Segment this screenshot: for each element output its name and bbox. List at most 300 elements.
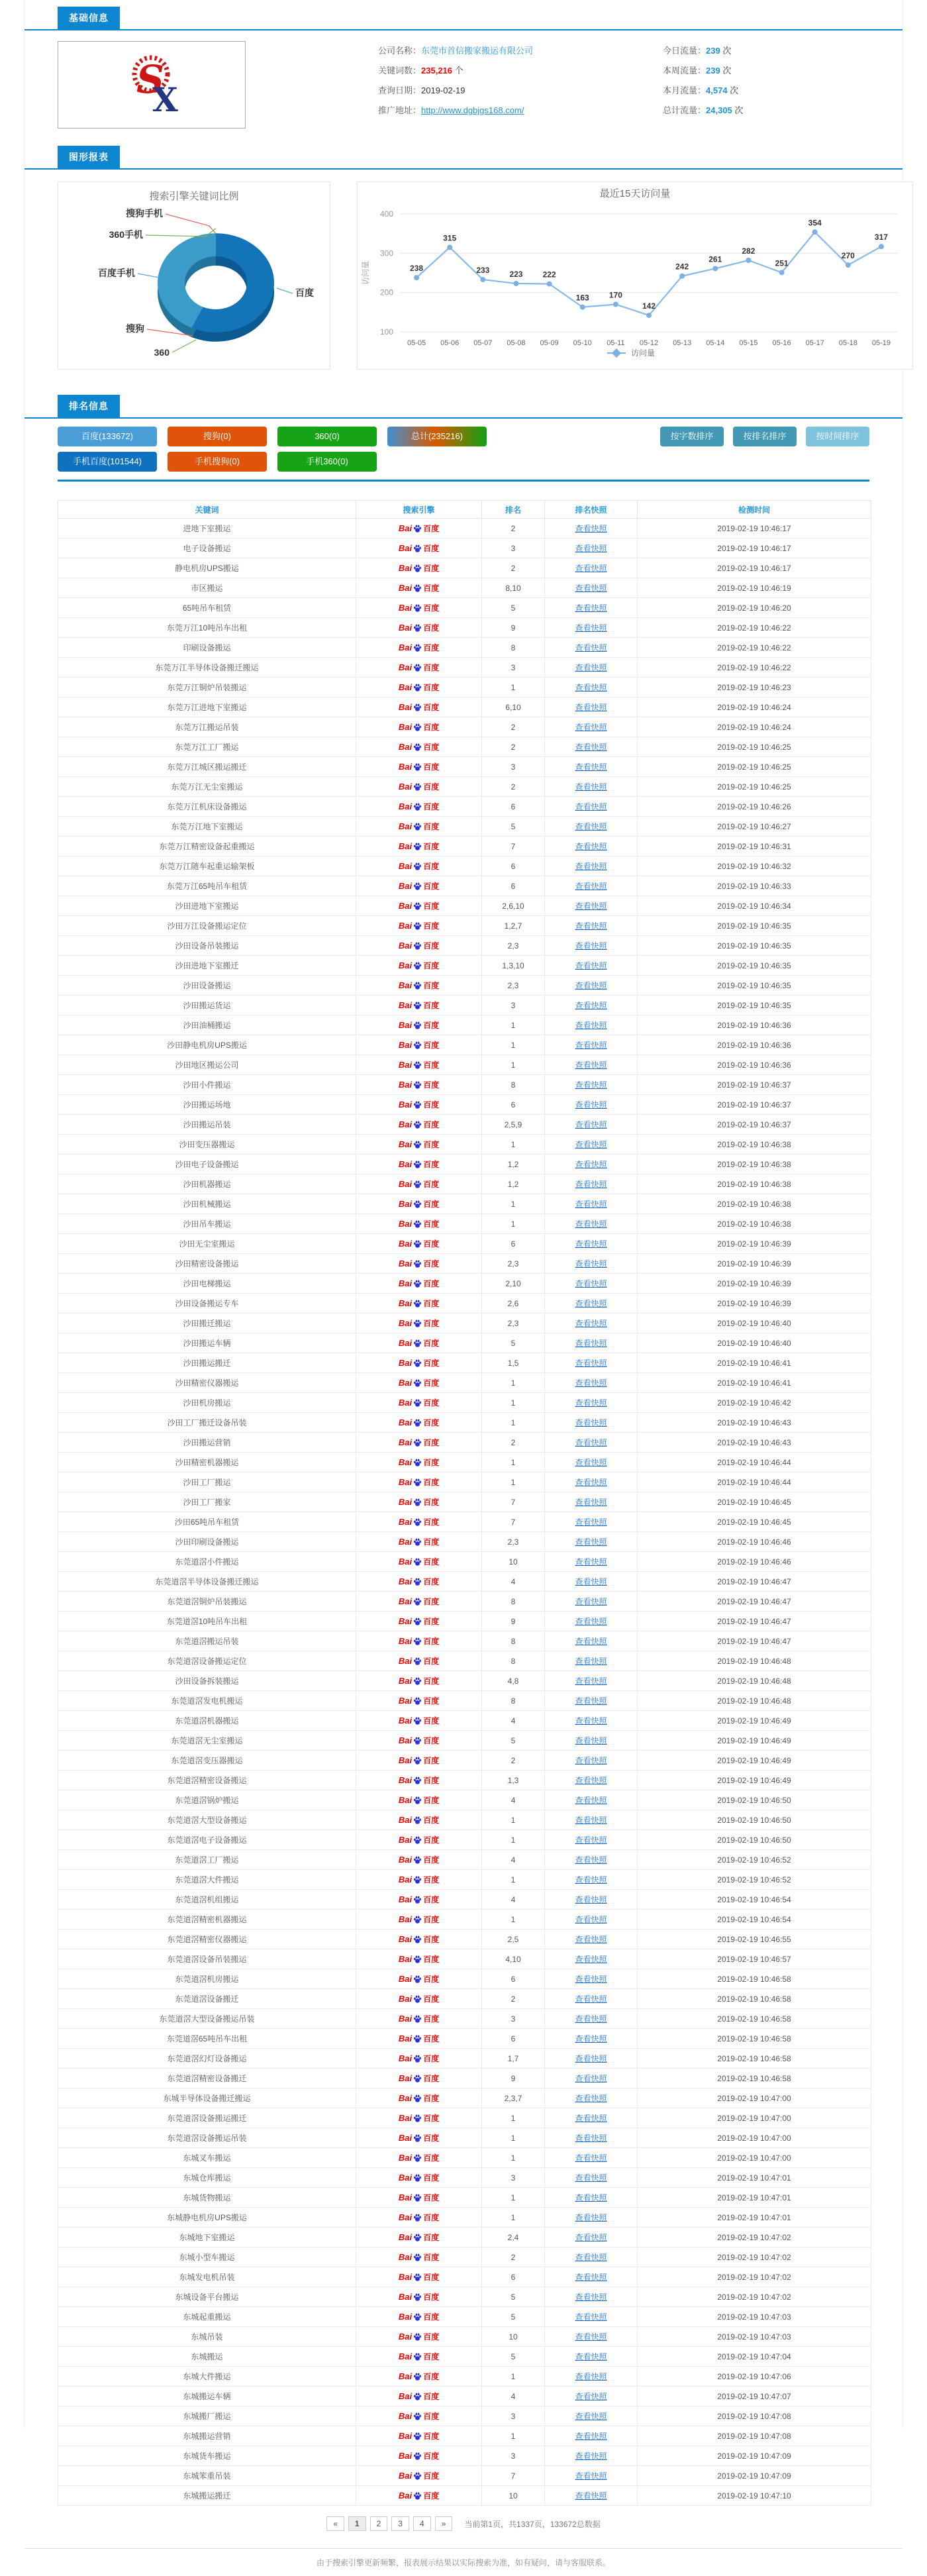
svg-text:搜狗: 搜狗 (126, 323, 144, 334)
snapshot-cell (545, 1492, 638, 1512)
keyword-cell: 东城起重搬运 (58, 2307, 356, 2327)
table-row (58, 1075, 871, 1095)
table-row (58, 2188, 871, 2208)
view-snapshot-link[interactable]: 查看快照 (575, 2352, 607, 2361)
table-row (58, 837, 871, 856)
view-snapshot-link[interactable]: 查看快照 (575, 1696, 607, 1706)
engine-cell (356, 936, 482, 956)
filter-button-0[interactable]: 百度(133672) (58, 427, 157, 446)
sort-button-0[interactable]: 按字数排序 (660, 427, 724, 446)
baidu-logo-icon: Bai 百度 (398, 543, 440, 553)
view-snapshot-link[interactable]: 查看快照 (575, 2094, 607, 2103)
view-snapshot-link[interactable]: 查看快照 (575, 882, 607, 891)
view-snapshot-link[interactable]: 查看快照 (575, 1060, 607, 1070)
view-snapshot-link[interactable]: 查看快照 (575, 1359, 607, 1368)
table-row (58, 1155, 871, 1174)
table-row (58, 1969, 871, 1989)
snapshot-cell (545, 1413, 638, 1433)
keyword-cell: 东城叉车搬运 (58, 2148, 356, 2168)
view-snapshot-link[interactable]: 查看快照 (575, 2233, 607, 2242)
check-time-cell: 2019-02-19 10:46:36 (638, 1055, 871, 1075)
view-snapshot-link[interactable]: 查看快照 (575, 1041, 607, 1050)
engine-cell (356, 1035, 482, 1055)
table-row (58, 2088, 871, 2108)
keyword-cell: 东莞万江10吨吊车出租 (58, 618, 356, 638)
view-snapshot-link[interactable]: 查看快照 (575, 2293, 607, 2302)
keyword-cell: 东莞万江地下室搬运 (58, 817, 356, 837)
baidu-paw-icon (413, 2214, 422, 2222)
check-time-cell: 2019-02-19 10:46:43 (638, 1433, 871, 1453)
view-snapshot-link[interactable]: 查看快照 (575, 1219, 607, 1229)
snapshot-cell (545, 2347, 638, 2367)
page-button-4[interactable]: 4 (413, 2516, 431, 2531)
snapshot-cell (545, 797, 638, 817)
rank-cell: 3 (482, 2406, 545, 2426)
view-snapshot-link[interactable]: 查看快照 (575, 802, 607, 811)
view-snapshot-link[interactable]: 查看快照 (575, 2471, 607, 2481)
baidu-logo-icon: Bai 百度 (398, 1417, 440, 1427)
view-snapshot-link[interactable]: 查看快照 (575, 1021, 607, 1030)
snapshot-cell (545, 1890, 638, 1910)
sort-button-1[interactable]: 按排名排序 (733, 427, 797, 446)
engine-cell (356, 539, 482, 558)
check-time-cell: 2019-02-19 10:46:23 (638, 678, 871, 697)
table-row (58, 2466, 871, 2486)
promotion-url-link[interactable]: http://www.dgbjgs168.com/ (421, 105, 524, 115)
engine-cell (356, 1890, 482, 1910)
check-time-cell: 2019-02-19 10:46:38 (638, 1174, 871, 1194)
view-snapshot-link[interactable]: 查看快照 (575, 1756, 607, 1765)
filter-button-mobile-2[interactable]: 手机360(0) (277, 452, 377, 472)
rank-cell: 2,3,7 (482, 2088, 545, 2108)
table-row (58, 1453, 871, 1472)
view-snapshot-link[interactable]: 查看快照 (575, 2451, 607, 2461)
snapshot-cell (545, 717, 638, 737)
svg-text:222: 222 (542, 270, 556, 280)
check-time-cell: 2019-02-19 10:47:00 (638, 2128, 871, 2148)
view-snapshot-link[interactable]: 查看快照 (575, 683, 607, 692)
table-row (58, 1512, 871, 1532)
rank-cell: 1,2 (482, 1155, 545, 1174)
rank-cell: 2 (482, 1751, 545, 1771)
page-button-«[interactable]: « (326, 2516, 344, 2531)
view-snapshot-link[interactable]: 查看快照 (575, 842, 607, 851)
snapshot-cell (545, 1651, 638, 1671)
view-snapshot-link[interactable]: 查看快照 (575, 584, 607, 593)
view-snapshot-link[interactable]: 查看快照 (575, 1577, 607, 1586)
view-snapshot-link[interactable]: 查看快照 (575, 1299, 607, 1308)
baidu-logo-icon: Bai 百度 (398, 1576, 440, 1586)
svg-text:05-16: 05-16 (772, 339, 791, 347)
engine-cell (356, 1353, 482, 1373)
view-snapshot-link[interactable]: 查看快照 (575, 862, 607, 871)
view-snapshot-link[interactable]: 查看快照 (575, 703, 607, 712)
view-snapshot-link[interactable]: 查看快照 (575, 1915, 607, 1924)
snapshot-cell (545, 598, 638, 618)
filter-button-2[interactable]: 360(0) (277, 427, 377, 446)
snapshot-cell (545, 678, 638, 697)
view-snapshot-link[interactable]: 查看快照 (575, 1835, 607, 1845)
view-snapshot-link[interactable]: 查看快照 (575, 1716, 607, 1726)
rank-cell: 2 (482, 777, 545, 797)
check-time-cell: 2019-02-19 10:47:02 (638, 2287, 871, 2307)
baidu-paw-icon (413, 624, 422, 633)
engine-cell (356, 697, 482, 717)
view-snapshot-link[interactable]: 查看快照 (575, 1259, 607, 1268)
rank-cell: 2,5 (482, 1930, 545, 1949)
view-snapshot-link[interactable]: 查看快照 (575, 822, 607, 831)
page-button-»[interactable]: » (435, 2516, 453, 2531)
engine-cell (356, 558, 482, 578)
view-snapshot-link[interactable]: 查看快照 (575, 921, 607, 931)
check-time-cell: 2019-02-19 10:46:39 (638, 1274, 871, 1294)
field-value: 4,574 (706, 85, 728, 95)
engine-cell (356, 2327, 482, 2347)
rank-cell: 5 (482, 2287, 545, 2307)
view-snapshot-link[interactable]: 查看快照 (575, 2114, 607, 2123)
view-snapshot-link[interactable]: 查看快照 (575, 1001, 607, 1010)
field-suffix: 次 (720, 46, 732, 56)
view-snapshot-link[interactable]: 查看快照 (575, 1160, 607, 1169)
view-snapshot-link[interactable]: 查看快照 (575, 2253, 607, 2262)
view-snapshot-link[interactable]: 查看快照 (575, 1676, 607, 1686)
check-time-cell: 2019-02-19 10:46:35 (638, 956, 871, 976)
snapshot-cell (545, 1035, 638, 1055)
view-snapshot-link[interactable]: 查看快照 (575, 743, 607, 752)
view-snapshot-link[interactable]: 查看快照 (575, 961, 607, 970)
view-snapshot-link[interactable]: 查看快照 (575, 1537, 607, 1547)
keyword-cell: 东城设备平台搬运 (58, 2287, 356, 2307)
view-snapshot-link[interactable]: 查看快照 (575, 2312, 607, 2322)
rank-cell: 1 (482, 1870, 545, 1890)
view-snapshot-link[interactable]: 查看快照 (575, 902, 607, 911)
view-snapshot-link[interactable]: 查看快照 (575, 1816, 607, 1825)
view-snapshot-link[interactable]: 查看快照 (575, 2491, 607, 2500)
baidu-logo-icon: Bai 百度 (398, 2351, 440, 2361)
svg-text:100: 100 (379, 327, 393, 336)
engine-cell (356, 1711, 482, 1731)
baidu-paw-icon (413, 604, 422, 613)
view-snapshot-link[interactable]: 查看快照 (575, 941, 607, 951)
rank-cell: 2,4 (482, 2228, 545, 2247)
table-row (58, 2486, 871, 2506)
engine-cell (356, 1214, 482, 1234)
baidu-logo-icon: Bai 百度 (398, 1696, 440, 1706)
baidu-paw-icon (413, 723, 422, 732)
keyword-cell: 东城发电机吊装 (58, 2267, 356, 2287)
check-time-cell: 2019-02-19 10:46:50 (638, 1810, 871, 1830)
keyword-cell: 沙田印刷设备搬运 (58, 1532, 356, 1552)
table-row (58, 1930, 871, 1949)
sort-button-2[interactable]: 按时间排序 (806, 427, 869, 446)
baidu-paw-icon (413, 2055, 422, 2063)
view-snapshot-link[interactable]: 查看快照 (575, 524, 607, 533)
engine-cell (356, 896, 482, 916)
view-snapshot-link[interactable]: 查看快照 (575, 1438, 607, 1447)
view-snapshot-link[interactable]: 查看快照 (575, 2392, 607, 2401)
view-snapshot-link[interactable]: 查看快照 (575, 564, 607, 573)
page-button-3[interactable]: 3 (391, 2516, 409, 2531)
keyword-cell: 沙田变压器搬运 (58, 1135, 356, 1155)
rank-cell: 5 (482, 1731, 545, 1751)
view-snapshot-link[interactable]: 查看快照 (575, 623, 607, 633)
engine-cell (356, 1949, 482, 1969)
info-field (663, 61, 869, 81)
view-snapshot-link[interactable]: 查看快照 (575, 1200, 607, 1209)
table-header-row (58, 501, 871, 519)
keyword-cell: 东莞万江随车起重运输架板 (58, 856, 356, 876)
keyword-cell: 沙田精密设备搬运 (58, 1254, 356, 1274)
rank-cell: 1 (482, 1135, 545, 1155)
view-snapshot-link[interactable]: 查看快照 (575, 981, 607, 990)
view-snapshot-link[interactable]: 查看快照 (575, 2074, 607, 2083)
check-time-cell: 2019-02-19 10:46:47 (638, 1612, 871, 1631)
filter-button-mobile-1[interactable]: 手机搜狗(0) (168, 452, 267, 472)
view-snapshot-link[interactable]: 查看快照 (575, 2134, 607, 2143)
keyword-cell: 沙田机械搬运 (58, 1194, 356, 1214)
view-snapshot-link[interactable]: 查看快照 (575, 1498, 607, 1507)
baidu-logo-icon: Bai 百度 (398, 1894, 440, 1904)
view-snapshot-link[interactable]: 查看快照 (575, 1279, 607, 1288)
engine-cell (356, 1055, 482, 1075)
engine-cell (356, 618, 482, 638)
svg-text:300: 300 (379, 248, 393, 258)
table-row (58, 1572, 871, 1592)
view-snapshot-link[interactable]: 查看快照 (575, 1875, 607, 1884)
table-row (58, 2049, 871, 2069)
engine-cell (356, 2406, 482, 2426)
keyword-cell: 沙田吊车搬运 (58, 1214, 356, 1234)
check-time-cell: 2019-02-19 10:46:25 (638, 777, 871, 797)
filter-button-1[interactable]: 搜狗(0) (168, 427, 267, 446)
view-snapshot-link[interactable]: 查看快照 (575, 1478, 607, 1487)
snapshot-cell (545, 2009, 638, 2029)
view-snapshot-link[interactable]: 查看快照 (575, 1339, 607, 1348)
keyword-cell: 沙田搬运营销 (58, 1433, 356, 1453)
rank-cell: 3 (482, 658, 545, 678)
view-snapshot-link[interactable]: 查看快照 (575, 2193, 607, 2202)
rank-cell: 1 (482, 2367, 545, 2387)
view-snapshot-link[interactable]: 查看快照 (575, 1180, 607, 1189)
check-time-cell: 2019-02-19 10:46:27 (638, 817, 871, 837)
engine-cell (356, 2108, 482, 2128)
ranking-table (58, 500, 871, 2506)
field-suffix: 个 (452, 66, 464, 76)
view-snapshot-link[interactable]: 查看快照 (575, 1120, 607, 1129)
view-snapshot-link[interactable]: 查看快照 (575, 1239, 607, 1249)
view-snapshot-link[interactable]: 查看快照 (575, 1458, 607, 1467)
blue-divider (58, 480, 869, 482)
view-snapshot-link[interactable]: 查看快照 (575, 1796, 607, 1805)
view-snapshot-link[interactable]: 查看快照 (575, 723, 607, 732)
view-snapshot-link[interactable]: 查看快照 (575, 1855, 607, 1865)
snapshot-cell (545, 1612, 638, 1631)
baidu-paw-icon (413, 2353, 422, 2361)
view-snapshot-link[interactable]: 查看快照 (575, 2034, 607, 2043)
view-snapshot-link[interactable]: 查看快照 (575, 2273, 607, 2282)
baidu-logo-icon: Bai 百度 (398, 1437, 440, 1447)
view-snapshot-link[interactable]: 查看快照 (575, 1319, 607, 1328)
check-time-cell: 2019-02-19 10:46:22 (638, 638, 871, 658)
svg-text:251: 251 (775, 258, 789, 268)
rank-cell: 8 (482, 1592, 545, 1612)
check-time-cell: 2019-02-19 10:46:54 (638, 1910, 871, 1930)
snapshot-cell (545, 1433, 638, 1453)
snapshot-cell (545, 1910, 638, 1930)
table-row (58, 618, 871, 638)
baidu-logo-icon: Bai 百度 (398, 1119, 440, 1129)
view-snapshot-link[interactable]: 查看快照 (575, 2173, 607, 2183)
keyword-cell: 东莞道滘设备搬运吊装 (58, 2128, 356, 2148)
view-snapshot-link[interactable]: 查看快照 (575, 2153, 607, 2163)
view-snapshot-link[interactable]: 查看快照 (575, 1955, 607, 1964)
view-snapshot-link[interactable]: 查看快照 (575, 1557, 607, 1567)
baidu-paw-icon (413, 2452, 422, 2461)
view-snapshot-link[interactable]: 查看快照 (575, 1736, 607, 1745)
check-time-cell: 2019-02-19 10:46:20 (638, 598, 871, 618)
check-time-cell: 2019-02-19 10:46:58 (638, 2069, 871, 2088)
view-snapshot-link[interactable]: 查看快照 (575, 1935, 607, 1944)
view-snapshot-link[interactable]: 查看快照 (575, 603, 607, 613)
view-snapshot-link[interactable]: 查看快照 (575, 1617, 607, 1626)
engine-cell (356, 976, 482, 996)
view-snapshot-link[interactable]: 查看快照 (575, 1100, 607, 1109)
snapshot-cell (545, 1314, 638, 1333)
engine-cell (356, 1015, 482, 1035)
table-row (58, 1214, 871, 1234)
keyword-cell: 沙田65吨吊车租赁 (58, 1512, 356, 1532)
baidu-logo-icon: Bai 百度 (398, 682, 440, 692)
baidu-paw-icon (413, 1637, 422, 1646)
view-snapshot-link[interactable]: 查看快照 (575, 1378, 607, 1388)
rank-cell: 10 (482, 2486, 545, 2506)
check-time-cell: 2019-02-19 10:46:58 (638, 2009, 871, 2029)
keyword-cell: 沙田电子设备搬运 (58, 1155, 356, 1174)
view-snapshot-link[interactable]: 查看快照 (575, 2372, 607, 2381)
view-snapshot-link[interactable]: 查看快照 (575, 2432, 607, 2441)
baidu-paw-icon (413, 564, 422, 573)
field-suffix: 次 (732, 105, 744, 115)
view-snapshot-link[interactable]: 查看快照 (575, 1140, 607, 1149)
charts-row (24, 170, 903, 370)
table-row (58, 2367, 871, 2387)
info-field (378, 41, 663, 61)
filter-button-3[interactable]: 总计(235216) (387, 427, 487, 446)
view-snapshot-link[interactable]: 查看快照 (575, 1637, 607, 1646)
view-snapshot-link[interactable]: 查看快照 (575, 1398, 607, 1408)
page-container (24, 0, 903, 2567)
baidu-paw-icon (413, 1777, 422, 1785)
view-snapshot-link[interactable]: 查看快照 (575, 1776, 607, 1785)
view-snapshot-link[interactable]: 查看快照 (575, 544, 607, 553)
table-row (58, 2426, 871, 2446)
svg-text:05-15: 05-15 (739, 339, 758, 347)
check-time-cell: 2019-02-19 10:46:55 (638, 1930, 871, 1949)
view-snapshot-link[interactable]: 查看快照 (575, 1597, 607, 1606)
keyword-cell: 东莞道滘设备搬运定位 (58, 1651, 356, 1671)
view-snapshot-link[interactable]: 查看快照 (575, 1895, 607, 1904)
view-snapshot-link[interactable]: 查看快照 (575, 762, 607, 772)
view-snapshot-link[interactable]: 查看快照 (575, 1518, 607, 1527)
engine-cell (356, 1612, 482, 1631)
svg-text:访问量: 访问量 (631, 348, 656, 358)
view-snapshot-link[interactable]: 查看快照 (575, 2332, 607, 2342)
view-snapshot-link[interactable]: 查看快照 (575, 1975, 607, 1984)
table-row (58, 817, 871, 837)
view-snapshot-link[interactable]: 查看快照 (575, 2412, 607, 2421)
table-row (58, 737, 871, 757)
field-label: 总计流量： (663, 105, 707, 115)
view-snapshot-link[interactable]: 查看快照 (575, 663, 607, 672)
baidu-logo-icon: Bai 百度 (398, 1656, 440, 1666)
check-time-cell: 2019-02-19 10:46:38 (638, 1214, 871, 1234)
page-button-1[interactable]: 1 (348, 2516, 366, 2531)
snapshot-cell (545, 1532, 638, 1552)
rank-cell: 2,3 (482, 976, 545, 996)
view-snapshot-link[interactable]: 查看快照 (575, 643, 607, 652)
engine-cell (356, 1790, 482, 1810)
baidu-logo-icon: Bai 百度 (398, 1477, 440, 1487)
rank-cell: 4 (482, 1850, 545, 1870)
baidu-paw-icon (413, 843, 422, 851)
check-time-cell: 2019-02-19 10:47:07 (638, 2387, 871, 2406)
baidu-paw-icon (413, 684, 422, 692)
check-time-cell: 2019-02-19 10:47:09 (638, 2466, 871, 2486)
baidu-paw-icon (413, 2293, 422, 2302)
engine-cell (356, 1631, 482, 1651)
snapshot-cell (545, 1373, 638, 1393)
keyword-cell: 沙田设备拆装搬运 (58, 1671, 356, 1691)
check-time-cell: 2019-02-19 10:47:10 (638, 2486, 871, 2506)
rank-cell: 8,10 (482, 578, 545, 598)
check-time-cell: 2019-02-19 10:46:46 (638, 1552, 871, 1572)
rank-cell: 2 (482, 1433, 545, 1453)
check-time-cell: 2019-02-19 10:46:36 (638, 1035, 871, 1055)
rank-cell: 2,3 (482, 1532, 545, 1552)
rank-cell: 6,10 (482, 697, 545, 717)
table-row (58, 1294, 871, 1314)
keyword-cell: 进地下室搬运 (58, 519, 356, 539)
page-button-2[interactable]: 2 (370, 2516, 388, 2531)
view-snapshot-link[interactable]: 查看快照 (575, 782, 607, 792)
filter-button-mobile-0[interactable]: 手机百度(101544) (58, 452, 157, 472)
baidu-logo-icon: Bai 百度 (398, 1298, 440, 1308)
view-snapshot-link[interactable]: 查看快照 (575, 1657, 607, 1666)
check-time-cell: 2019-02-19 10:46:52 (638, 1870, 871, 1890)
baidu-paw-icon (413, 1160, 422, 1169)
table-row (58, 1254, 871, 1274)
view-snapshot-link[interactable]: 查看快照 (575, 1418, 607, 1427)
baidu-logo-icon: Bai 百度 (398, 1060, 440, 1070)
check-time-cell: 2019-02-19 10:46:35 (638, 996, 871, 1015)
baidu-logo-icon: Bai 百度 (398, 782, 440, 792)
keyword-cell: 东莞道滘机组搬运 (58, 1890, 356, 1910)
rank-cell: 3 (482, 539, 545, 558)
field-label: 今日流量： (663, 46, 707, 56)
check-time-cell: 2019-02-19 10:46:40 (638, 1333, 871, 1353)
table-row (58, 2208, 871, 2228)
view-snapshot-link[interactable]: 查看快照 (575, 2054, 607, 2063)
engine-cell (356, 2188, 482, 2208)
view-snapshot-link[interactable]: 查看快照 (575, 2213, 607, 2222)
info-field (378, 81, 663, 101)
svg-text:163: 163 (575, 293, 589, 303)
view-snapshot-link[interactable]: 查看快照 (575, 2014, 607, 2024)
view-snapshot-link[interactable]: 查看快照 (575, 1994, 607, 2004)
table-row (58, 916, 871, 936)
view-snapshot-link[interactable]: 查看快照 (575, 1080, 607, 1090)
engine-cell (356, 837, 482, 856)
